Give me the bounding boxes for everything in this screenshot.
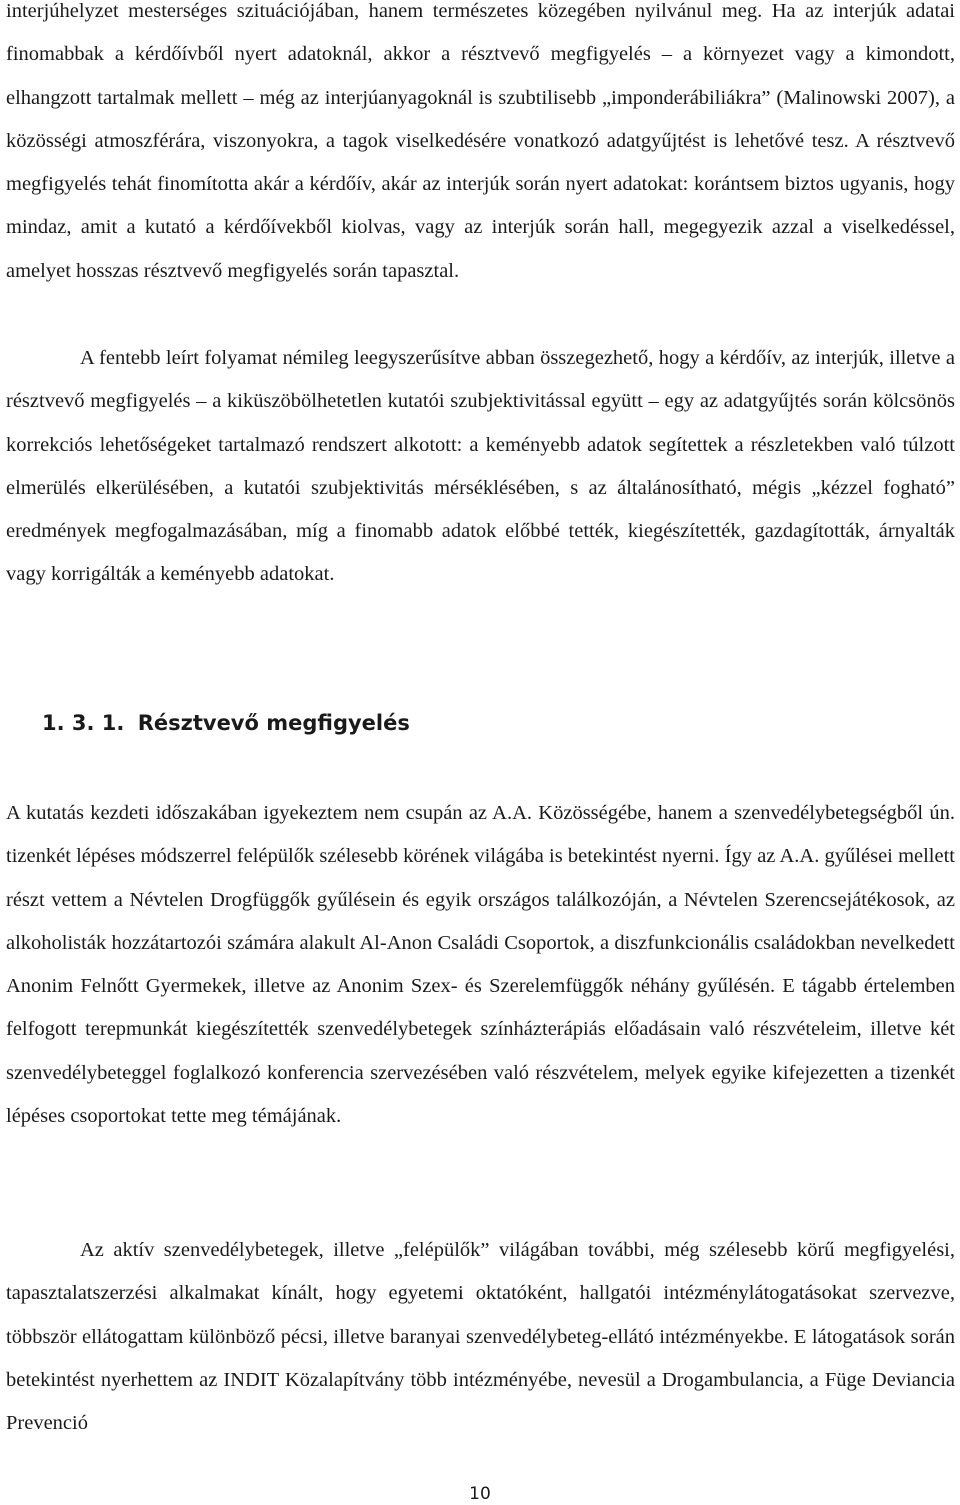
section-title: Résztvevő megfigyelés bbox=[137, 711, 410, 735]
paragraph-4: Az aktív szenvedélybetegek, illetve „felépülők” világában további, még szélesebb körű megfigyelési, tapasztalatszerzési alkalmakat kínált, hogy egyetemi oktatóként, hallgatói intézménylátogatásokat szervezve, többször ellátogattam különböző pécsi, illetve baranyai szenvedélybeteg-ellátó intézményekbe. E látogatások során betekintést nyerhettem az INDIT Közalapítvány több intézményébe, nevesül a Drogambulancia, a Füge Deviancia Prevenció bbox=[6, 1239, 955, 1435]
section-number: 1. 3. 1. bbox=[42, 711, 125, 735]
section-heading bbox=[42, 711, 410, 735]
paragraph-1: interjúhelyzet mesterséges szituációjában, hanem természetes közegében nyilvánul meg. Ha az interjúk adatai finomabbak a kérdőívből nyert adatoknál, akkor a résztvevő megfigyelés – a környezet vagy a kimondott, elhangzott tartalmak mellett – még az interjúanyagoknál is szubtilisebb „imponderábiliákra” (Malinowski 2007), a közösségi atmoszférára, viszonyokra, a tagok viselkedésére vonatkozó adatgyűjtést is lehetővé tesz. A résztvevő megfigyelés tehát finomította akár a kérdőív, akár az interjúk során nyert adatokat: korántsem biztos ugyanis, hogy mindaz, amit a kutató a kérdőívekből kiolvas, vagy az interjúk során hall, megegyezik azzal a viselkedéssel, amelyet hosszas résztvevő megfigyelés során tapasztal. bbox=[6, 0, 955, 282]
page-number: 10 bbox=[469, 1484, 491, 1504]
paragraph-3: A kutatás kezdeti időszakában igyekeztem nem csupán az A.A. Közösségébe, hanem a szenvedélybetegségből ún. tizenkét lépéses módszerrel felépülők szélesebb körének világába is betekintést nyerni. Így az A.A. gyűlései mellett részt vettem a Névtelen Drogfüggők gyűlésein és egyik országos találkozóján, a Névtelen Szerencsejátékosok, az alkoholisták hozzátartozói számára alakult Al-Anon Családi Csoportok, a diszfunkcionális családokban nevelkedett Anonim Felnőtt Gyermekek, illetve az Anonim Szex- és Szerelemfüggők néhány gyűlésén. E tágabb értelemben felfogott terepmunkát kiegészítették szenvedélybetegek színházterápiás előadásain való részvételeim, illetve két szenvedélybeteggel foglalkozó konferencia szervezésében való részvételem, melyek egyike kifejezetten a tizenkét lépéses csoportokat tette meg témájának. bbox=[6, 802, 955, 1128]
paragraph-2: A fentebb leírt folyamat némileg leegyszerűsítve abban összegezhető, hogy a kérdőív, az interjúk, illetve a résztvevő megfigyelés – a kiküszöbölhetetlen kutatói szubjektivitással együtt – egy az adatgyűjtés során kölcsönös korrekciós lehetőségeket tartalmazó rendszert alkotott: a keményebb adatok segítettek a részletekben való túlzott elmerülés elkerülésében, a kutatói szubjektivitás mérséklésében, s az általánosítható, mégis „kézzel fogható” eredmények megfogalmazásában, míg a finomabb adatok előbbé tették, kiegészítették, gazdagították, árnyalták vagy korrigálták a keményebb adatokat. bbox=[6, 347, 955, 586]
